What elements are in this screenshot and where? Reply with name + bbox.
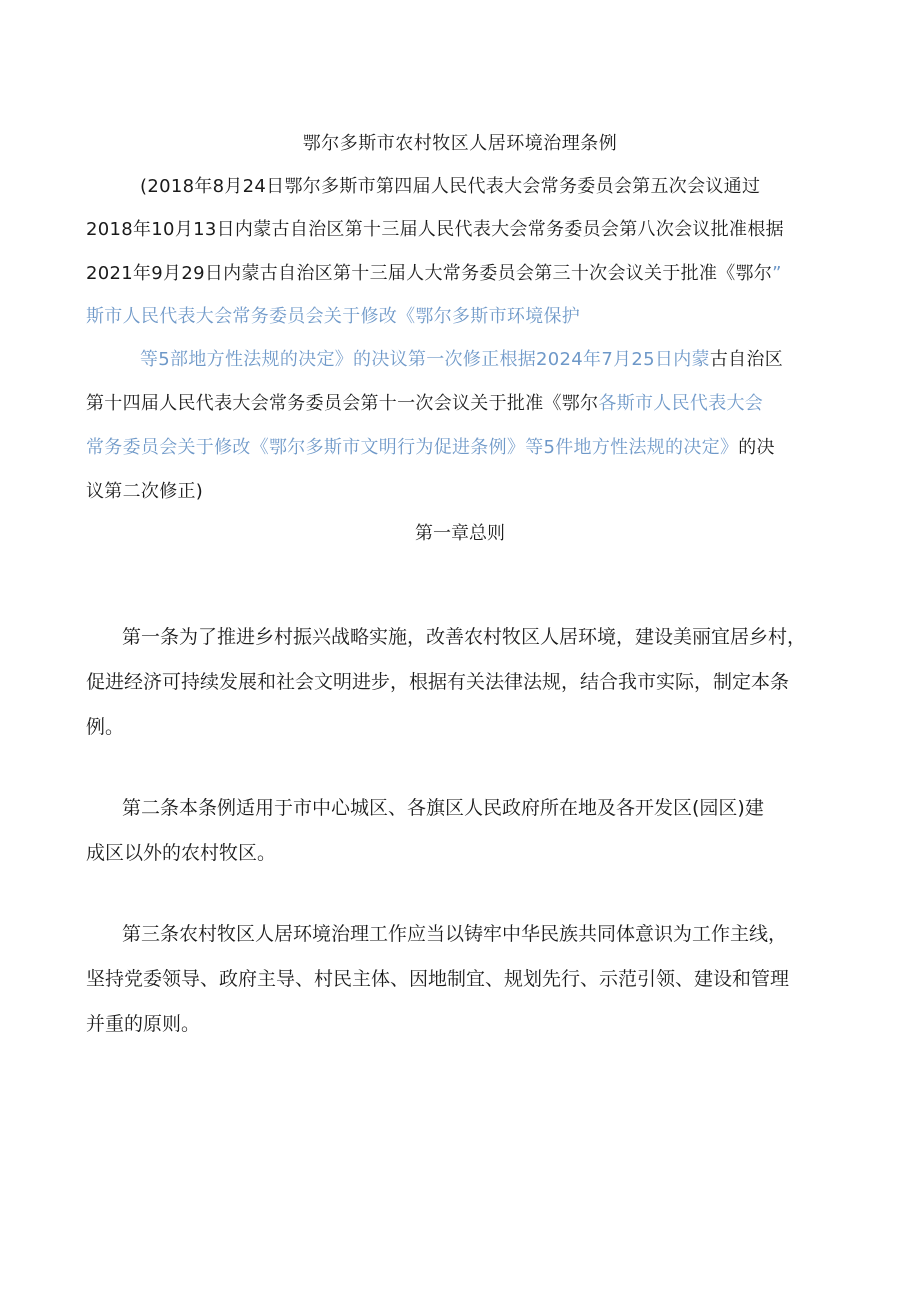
preamble-line-3-text: 2021年9月29日内蒙古自治区第十三届人大常务委员会第三十次会议关于批准《鄂尔 bbox=[86, 263, 773, 284]
document-title: 鄂尔多斯市农村牧区人居环境治理条例 bbox=[302, 133, 618, 154]
article-2-line-1: 第二条本条例适用于市中心城区、各旗区人民政府所在地及各开发区(园区)建 bbox=[122, 797, 764, 819]
preamble-line-5-text: 古自治区 bbox=[709, 349, 784, 370]
article-1-line-3: 例。 bbox=[86, 716, 125, 738]
preamble-line-1: (2018年8月24日鄂尔多斯市第四届人民代表大会常务委员会第五次会议通过 bbox=[140, 176, 761, 197]
preamble-line-3 bbox=[86, 262, 782, 286]
article-3-line-2: 坚持党委领导、政府主导、村民主体、因地制宜、规划先行、示范引领、建设和管理 bbox=[86, 968, 790, 990]
preamble-line-6-text: 第十四届人民代表大会常务委员会第十一次会议关于批准《鄂尔 bbox=[86, 393, 599, 414]
preamble-line-4: 斯市人民代表大会常务委员会关于修改《鄂尔多斯市环境保护 bbox=[86, 306, 581, 327]
article-2-line-2: 成区以外的农村牧区。 bbox=[86, 842, 277, 864]
preamble-line-7-highlight: 常务委员会关于修改《鄂尔多斯市文明行为促进条例》等5件地方性法规的决定》 bbox=[86, 437, 739, 458]
preamble-line-2: 2018年10月13日内蒙古自治区第十三届人民代表大会常务委员会第八次会议批准根据 bbox=[86, 219, 784, 240]
article-1-line-2: 促进经济可持续发展和社会文明进步，根据有关法律法规，结合我市实际，制定本条 bbox=[86, 671, 790, 693]
preamble-line-8: 议第二次修正) bbox=[86, 481, 204, 502]
preamble-line-7-text: 的决 bbox=[738, 437, 775, 458]
preamble-line-6-highlight: 各斯市人民代表大会 bbox=[598, 393, 764, 414]
preamble-line-5-highlight: 等5部地方性法规的决定》的决议第一次修正根据2024年7月25日内蒙 bbox=[140, 349, 710, 370]
preamble-line-3-quote: ” bbox=[772, 263, 782, 284]
chapter-title: 第一章总则 bbox=[415, 523, 505, 544]
preamble-line-7 bbox=[86, 436, 775, 460]
article-3-line-3: 并重的原则。 bbox=[86, 1013, 201, 1035]
article-3-line-1: 第三条农村牧区人居环境治理工作应当以铸牢中华民族共同体意识为工作主线， bbox=[122, 923, 788, 945]
preamble-line-6 bbox=[86, 392, 763, 416]
article-1-line-1: 第一条为了推进乡村振兴战略实施，改善农村牧区人居环境，建设美丽宜居乡村， bbox=[122, 626, 807, 648]
preamble-line-5 bbox=[140, 348, 783, 372]
